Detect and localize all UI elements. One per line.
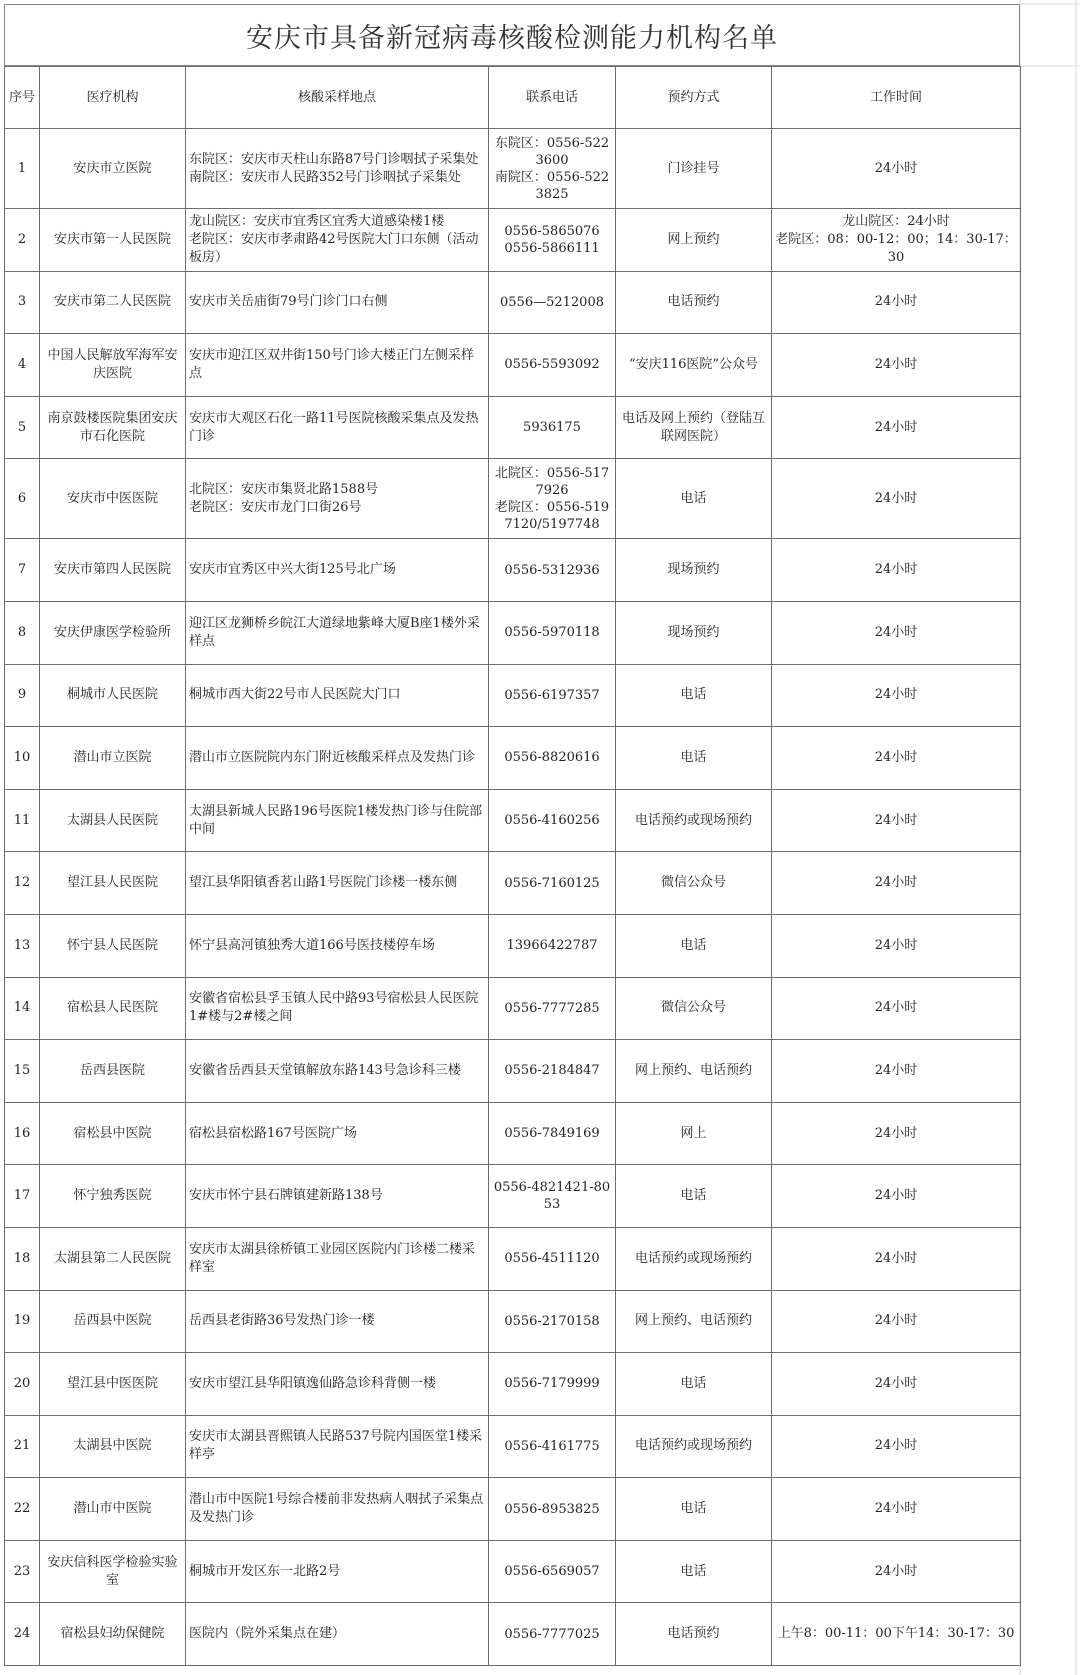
cell-hours: 24小时 [772,1165,1021,1228]
cell-hours: 24小时 [772,601,1021,664]
table-row [5,1165,1021,1228]
cell-hours: 24小时 [772,1415,1021,1478]
cell-institution: 安庆市第四人民医院 [40,539,186,602]
cell-hours: 龙山院区：24小时 老院区：08：00-12：00；14：30-17：30 [772,209,1021,272]
spreadsheet-sheet [4,4,1020,1666]
cell-institution: 潜山市中医院 [40,1478,186,1541]
cell-hours: 24小时 [772,396,1021,459]
table-row [5,1603,1021,1666]
institution-table [4,66,1021,1666]
cell-booking: 电话预约或现场预约 [616,789,772,852]
cell-hours: 24小时 [772,852,1021,915]
cell-booking: 电话及网上预约（登陆互联网医院） [616,396,772,459]
table-row [5,1353,1021,1416]
cell-hours: 24小时 [772,1227,1021,1290]
cell-institution: 望江县人民医院 [40,852,186,915]
table-row [5,1478,1021,1541]
cell-phone: 0556-8953825 [489,1478,616,1541]
cell-sampling-site: 龙山院区：安庆市宜秀区宜秀大道感染楼1楼 老院区：安庆市孝肃路42号医院大门口东侧（活动板房） [186,209,489,272]
cell-no: 13 [5,914,40,977]
cell-institution: 太湖县中医院 [40,1415,186,1478]
cell-institution: 宿松县人民医院 [40,977,186,1040]
cell-phone: 0556-4511120 [489,1227,616,1290]
cell-booking: 网上预约 [616,209,772,272]
cell-hours: 24小时 [772,129,1021,209]
cell-institution: 太湖县第二人民医院 [40,1227,186,1290]
cell-booking: 网上 [616,1102,772,1165]
cell-booking: 门诊挂号 [616,129,772,209]
table-body [5,129,1021,1666]
cell-phone: 东院区：0556-5223600 南院区：0556-5223825 [489,129,616,209]
table-row [5,271,1021,334]
cell-no: 22 [5,1478,40,1541]
cell-no: 24 [5,1603,40,1666]
table-row [5,129,1021,209]
cell-phone: 0556-2184847 [489,1040,616,1103]
cell-institution: 潜山市立医院 [40,727,186,790]
cell-institution: 怀宁独秀医院 [40,1165,186,1228]
cell-sampling-site: 怀宁县高河镇独秀大道166号医技楼停车场 [186,914,489,977]
cell-phone: 0556-6197357 [489,664,616,727]
table-row [5,914,1021,977]
cell-phone: 0556-4821421-8053 [489,1165,616,1228]
cell-no: 5 [5,396,40,459]
cell-booking: 电话 [616,727,772,790]
table-header-row [5,67,1021,129]
cell-no: 15 [5,1040,40,1103]
cell-hours: 24小时 [772,539,1021,602]
cell-booking: 现场预约 [616,601,772,664]
cell-no: 19 [5,1290,40,1353]
cell-no: 23 [5,1540,40,1603]
cell-sampling-site: 安徽省宿松县孚玉镇人民中路93号宿松县人民医院1#楼与2#楼之间 [186,977,489,1040]
cell-sampling-site: 医院内（院外采集点在建） [186,1603,489,1666]
cell-no: 20 [5,1353,40,1416]
cell-no: 21 [5,1415,40,1478]
cell-hours: 24小时 [772,664,1021,727]
cell-no: 4 [5,334,40,397]
cell-booking: 电话 [616,1353,772,1416]
cell-sampling-site: 安庆市大观区石化一路11号医院核酸采集点及发热门诊 [186,396,489,459]
cell-booking: 电话 [616,459,772,539]
cell-phone: 0556-5970118 [489,601,616,664]
header-institution: 医疗机构 [40,67,186,129]
cell-institution: 安庆市中医医院 [40,459,186,539]
cell-no: 7 [5,539,40,602]
cell-hours: 24小时 [772,334,1021,397]
cell-sampling-site: 安徽省岳西县天堂镇解放东路143号急诊科三楼 [186,1040,489,1103]
table-row [5,1290,1021,1353]
cell-hours: 24小时 [772,1540,1021,1603]
table-row [5,852,1021,915]
cell-sampling-site: 安庆市关岳庙街79号门诊门口右侧 [186,271,489,334]
cell-institution: 桐城市人民医院 [40,664,186,727]
cell-phone: 0556-7179999 [489,1353,616,1416]
cell-institution: 岳西县医院 [40,1040,186,1103]
cell-no: 1 [5,129,40,209]
cell-hours: 24小时 [772,789,1021,852]
cell-sampling-site: 东院区：安庆市天柱山东路87号门诊咽拭子采集处 南院区：安庆市人民路352号门诊咽拭子采集处 [186,129,489,209]
cell-hours: 24小时 [772,271,1021,334]
cell-institution: 安庆市立医院 [40,129,186,209]
cell-phone: 0556-4160256 [489,789,616,852]
cell-no: 18 [5,1227,40,1290]
cell-booking: 电话 [616,1165,772,1228]
table-row [5,664,1021,727]
table-row [5,601,1021,664]
cell-institution: 怀宁县人民医院 [40,914,186,977]
cell-booking: 电话 [616,914,772,977]
cell-booking: 电话预约或现场预约 [616,1415,772,1478]
cell-hours: 24小时 [772,914,1021,977]
cell-hours: 24小时 [772,459,1021,539]
cell-booking: 电话 [616,664,772,727]
cell-sampling-site: 安庆市怀宁县石牌镇建新路138号 [186,1165,489,1228]
table-row [5,789,1021,852]
cell-phone: 0556-7777025 [489,1603,616,1666]
cell-sampling-site: 太湖县新城人民路196号医院1楼发热门诊与住院部中间 [186,789,489,852]
cell-phone: 0556-5865076 0556-5866111 [489,209,616,272]
cell-hours: 24小时 [772,1290,1021,1353]
cell-sampling-site: 安庆市宜秀区中兴大街125号北广场 [186,539,489,602]
cell-hours: 上午8：00-11：00下午14：30-17：30 [772,1603,1021,1666]
cell-booking: 网上预约、电话预约 [616,1290,772,1353]
table-row [5,334,1021,397]
cell-no: 9 [5,664,40,727]
cell-sampling-site: 安庆市迎江区双井街150号门诊大楼正门左侧采样点 [186,334,489,397]
title-cell [4,4,1020,66]
table-row [5,1102,1021,1165]
cell-phone: 0556—5212008 [489,271,616,334]
cell-hours: 24小时 [772,977,1021,1040]
cell-phone: 0556-4161775 [489,1415,616,1478]
cell-booking: 微信公众号 [616,977,772,1040]
page-title: 安庆市具备新冠病毒核酸检测能力机构名单 [246,22,778,54]
cell-institution: 安庆市第二人民医院 [40,271,186,334]
cell-institution: 宿松县中医院 [40,1102,186,1165]
cell-sampling-site: 宿松县宿松路167号医院广场 [186,1102,489,1165]
cell-phone: 北院区：0556-5177926 老院区：0556-5197120/5197748 [489,459,616,539]
table-row [5,1040,1021,1103]
cell-no: 6 [5,459,40,539]
cell-booking: 电话 [616,1478,772,1541]
cell-institution: 安庆市第一人民医院 [40,209,186,272]
cell-institution: 宿松县妇幼保健院 [40,1603,186,1666]
cell-institution: 南京鼓楼医院集团安庆市石化医院 [40,396,186,459]
cell-phone: 0556-6569057 [489,1540,616,1603]
cell-sampling-site: 桐城市西大街22号市人民医院大门口 [186,664,489,727]
table-row [5,209,1021,272]
cell-hours: 24小时 [772,1353,1021,1416]
cell-sampling-site: 潜山市中医院1号综合楼前非发热病人咽拭子采集点及发热门诊 [186,1478,489,1541]
cell-hours: 24小时 [772,727,1021,790]
cell-phone: 0556-5312936 [489,539,616,602]
cell-booking: 电话预约 [616,271,772,334]
cell-booking: “安庆116医院”公众号 [616,334,772,397]
cell-institution: 太湖县人民医院 [40,789,186,852]
table-row [5,1415,1021,1478]
cell-no: 11 [5,789,40,852]
cell-hours: 24小时 [772,1478,1021,1541]
cell-phone: 0556-5593092 [489,334,616,397]
cell-phone: 0556-2170158 [489,1290,616,1353]
cell-phone: 0556-7160125 [489,852,616,915]
cell-no: 14 [5,977,40,1040]
table-row [5,1227,1021,1290]
table-row [5,727,1021,790]
cell-phone: 0556-7777285 [489,977,616,1040]
cell-no: 12 [5,852,40,915]
cell-sampling-site: 桐城市开发区东一北路2号 [186,1540,489,1603]
cell-hours: 24小时 [772,1102,1021,1165]
cell-booking: 网上预约、电话预约 [616,1040,772,1103]
cell-sampling-site: 北院区：安庆市集贤北路1588号 老院区：安庆市龙门口街26号 [186,459,489,539]
cell-no: 17 [5,1165,40,1228]
cell-booking: 电话预约或现场预约 [616,1227,772,1290]
cell-institution: 安庆伊康医学检验所 [40,601,186,664]
cell-sampling-site: 安庆市望江县华阳镇逸仙路急诊科背侧一楼 [186,1353,489,1416]
cell-booking: 电话预约 [616,1603,772,1666]
table-row [5,539,1021,602]
cell-phone: 13966422787 [489,914,616,977]
cell-phone: 5936175 [489,396,616,459]
cell-sampling-site: 安庆市太湖县晋熙镇人民路537号院内国医堂1楼采样亭 [186,1415,489,1478]
header-hours: 工作时间 [772,67,1021,129]
cell-booking: 现场预约 [616,539,772,602]
cell-booking: 微信公众号 [616,852,772,915]
cell-sampling-site: 安庆市太湖县徐桥镇工业园区医院内门诊楼二楼采样室 [186,1227,489,1290]
cell-booking: 电话 [616,1540,772,1603]
table-row [5,977,1021,1040]
cell-sampling-site: 望江县华阳镇香茗山路1号医院门诊楼一楼东侧 [186,852,489,915]
cell-no: 2 [5,209,40,272]
table-row [5,459,1021,539]
cell-no: 8 [5,601,40,664]
header-booking: 预约方式 [616,67,772,129]
cell-sampling-site: 岳西县老街路36号发热门诊一楼 [186,1290,489,1353]
cell-institution: 望江县中医医院 [40,1353,186,1416]
cell-hours: 24小时 [772,1040,1021,1103]
cell-no: 16 [5,1102,40,1165]
cell-sampling-site: 潜山市立医院院内东门附近核酸采样点及发热门诊 [186,727,489,790]
cell-sampling-site: 迎江区龙狮桥乡皖江大道绿地紫峰大厦B座1楼外采样点 [186,601,489,664]
cell-phone: 0556-7849169 [489,1102,616,1165]
header-phone: 联系电话 [489,67,616,129]
cell-institution: 中国人民解放军海军安庆医院 [40,334,186,397]
table-row [5,396,1021,459]
cell-no: 10 [5,727,40,790]
cell-institution: 岳西县中医院 [40,1290,186,1353]
table-row [5,1540,1021,1603]
cell-no: 3 [5,271,40,334]
cell-phone: 0556-8820616 [489,727,616,790]
header-sampling-site: 核酸采样地点 [186,67,489,129]
cell-institution: 安庆信科医学检验实验室 [40,1540,186,1603]
header-no: 序号 [5,67,40,129]
